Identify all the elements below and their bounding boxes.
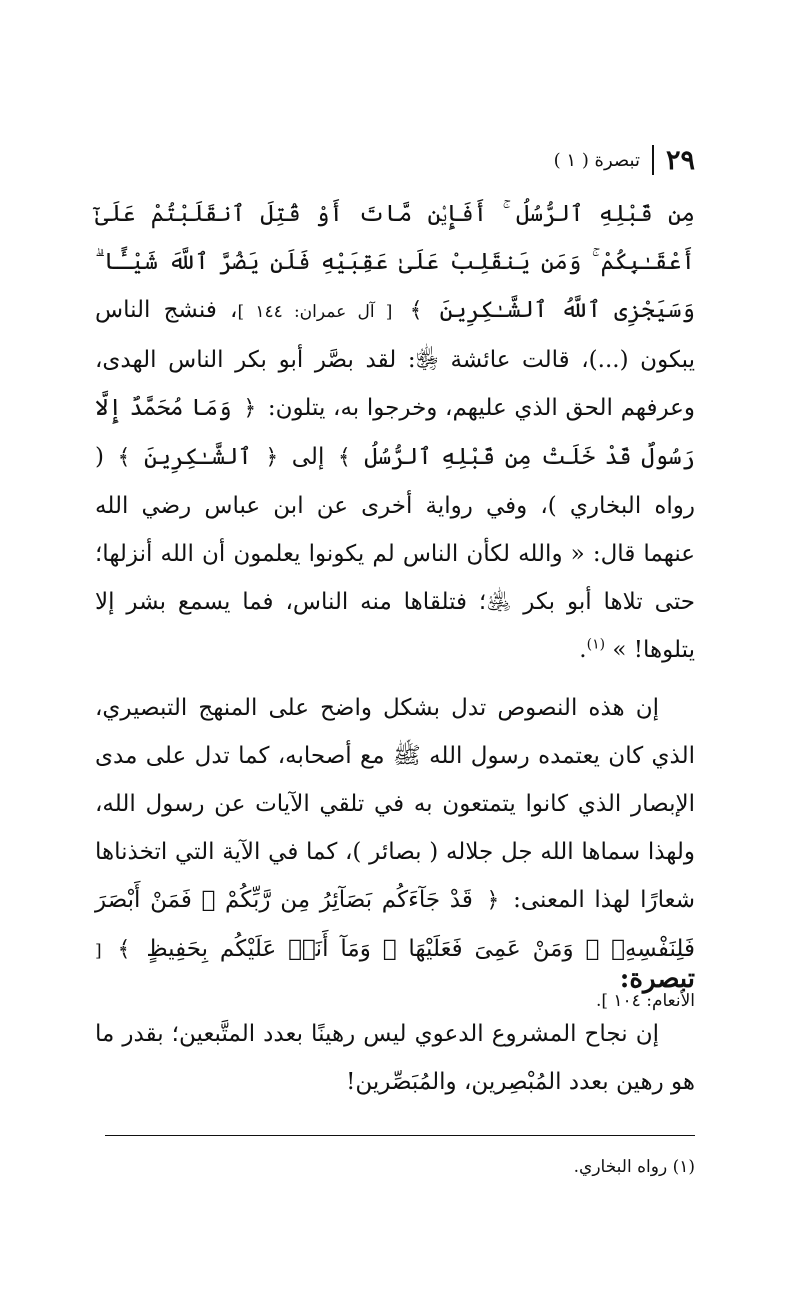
verse-close-ornament: ﴾	[409, 298, 423, 323]
quran-verse: مِن قَبْلِهِ ٱلرُّسُلُ ۚ أَفَإِي۟ن مَّاتَ أَوْ قُتِلَ ٱنقَلَبْتُمْ عَلَىٰٓ أَعْقَـٰبِكُمْ ۚ وَمَن	[95, 201, 696, 275]
quran-inline-verse: ٱلشَّـٰكِرِينَ	[143, 444, 252, 470]
verse-open-ornament: ﴿	[265, 445, 279, 470]
page-header	[520, 140, 695, 180]
footnote-marker: (١)	[586, 636, 606, 653]
section-heading: تبصرة:	[619, 964, 695, 994]
closing-text: إن نجاح المشروع الدعوي ليس رهينًا بعدد المتَّبعين؛ بقدر ما هو رهين بعدد المُبْصِرين، والمُبَصِّرين!	[95, 1021, 695, 1095]
verse-open-ornament: ﴿	[486, 888, 500, 913]
explanation-text: إن هذه النصوص تدل بشكل واضح على المنهج التبصيري، الذي كان يعتمده رسول الله ﷺ مع أصحابه، كما تدل على مدى الإبصار الذي كانوا يتمتعون به في تلقي الآيات عن رسول الله، ولهذا سماها الله جل جلاله ( بصائر )، كما في الآية التي اتخذناها شعارًا لهذا المعنى:	[95, 695, 696, 913]
verse-reference: [ الأنعام: ١٠٤ ].	[95, 941, 695, 1011]
quran-inline-verse: وَمَا مُحَمَّدٌ إِلَّا رَسُولٌ قَدْ خَلَتْ مِن قَبْلِهِ ٱلرُّسُلُ	[95, 395, 696, 470]
verse-close-ornament: ﴾	[337, 445, 351, 470]
narration-text: ( رواه البخاري )، وفي رواية أخرى عن ابن عباس رضي الله عنهما قال: « والله لكأن الناس لم يكونوا يعلمون أن الله أنزلها؛ حتى تلاها أبو بكر ﵁؛ فتلقاها منه الناس، فما يسمع بشر إلا يتلوها! »	[95, 444, 695, 663]
page-number: ٢٩	[665, 144, 695, 176]
verse-close-ornament: ﴾	[117, 937, 131, 962]
verse-reference: [ آل عمران: ١٤٤ ]	[237, 302, 393, 322]
closing-paragraph	[95, 1010, 695, 1106]
quran-verse: قَدْ جَآءَكُم بَصَآئِرُ مِن رَّبِّكُمْ ۖ فَمَنْ أَبْصَرَ فَلِنَفْسِهِۦ ۖ وَمَنْ عَمِىَ فَعَلَيْهَا ۚ وَمَآ أَنَا۠ عَلَيْكُم بِحَفِيظٍ	[95, 887, 696, 962]
main-text	[95, 190, 695, 1025]
paragraph-quote: مِن قَبْلِهِ ٱلرُّسُلُ ۚ أَفَإِي۟ن مَّاتَ أَوْ قُتِلَ ٱنقَلَبْتُمْ عَلَىٰٓ أَعْقَـٰبِكُمْ ۚ وَمَن يَنقَلِبْ عَلَىٰ عَقِبَيْهِ فَلَن يَضُرَّ ٱللَّهَ شَيْـًٔا ۗ وَسَيَجْزِى ٱللَّهُ ٱلشَّـٰكِرِينَ ﴾ [ آل عمران: ١٤٤ ]، فنشج الناس يبكون (...)، قالت عائشة ﵂: لقد بصَّر أبو بكر الناس الهدى، وعرفهم الحق الذي عليهم، وخرجوا به، يتلون: ﴿ وَمَا مُحَمَّدٌ إِلَّا رَسُولٌ قَدْ خَلَتْ مِن قَبْلِهِ ٱلرُّسُلُ ﴾ إلى ﴿ ٱلشَّـٰكِرِينَ ﴾ ( رواه البخاري )، وفي رواية أخرى عن ابن عباس رضي الله عنهما قال: « والله لكأن الناس لم يكونوا يعلمون أن الله أنزلها؛ حتى تلاها أبو بكر ﵁؛ فتلقاها منه الناس، فما يسمع بشر إلا يتلوها! » $^{(١)}$.	[95, 201, 696, 663]
running-title: تبصرة ( ١ )	[553, 149, 640, 171]
header-separator	[652, 145, 654, 175]
footnote-divider	[105, 1135, 695, 1136]
verse-open-ornament: ﴿	[243, 396, 257, 421]
quran-verse: يَنقَلِبْ عَلَىٰ عَقِبَيْهِ فَلَن يَضُرَّ ٱللَّهَ شَيْـًٔا ۗ وَسَيَجْزِى ٱللَّهُ ٱلشَّـٰكِرِينَ	[95, 249, 696, 323]
connector-text: إلى	[291, 444, 325, 470]
verse-close-ornament: ﴾	[117, 445, 131, 470]
footnote: (١) رواه البخاري.	[573, 1157, 695, 1177]
narration-text: ، فنشج الناس يبكون (...)، قالت عائشة ﵂: لقد بصَّر أبو بكر الناس الهدى، وعرفهم الحق الذي عليهم، وخرجوا به، يتلون:	[95, 297, 696, 421]
